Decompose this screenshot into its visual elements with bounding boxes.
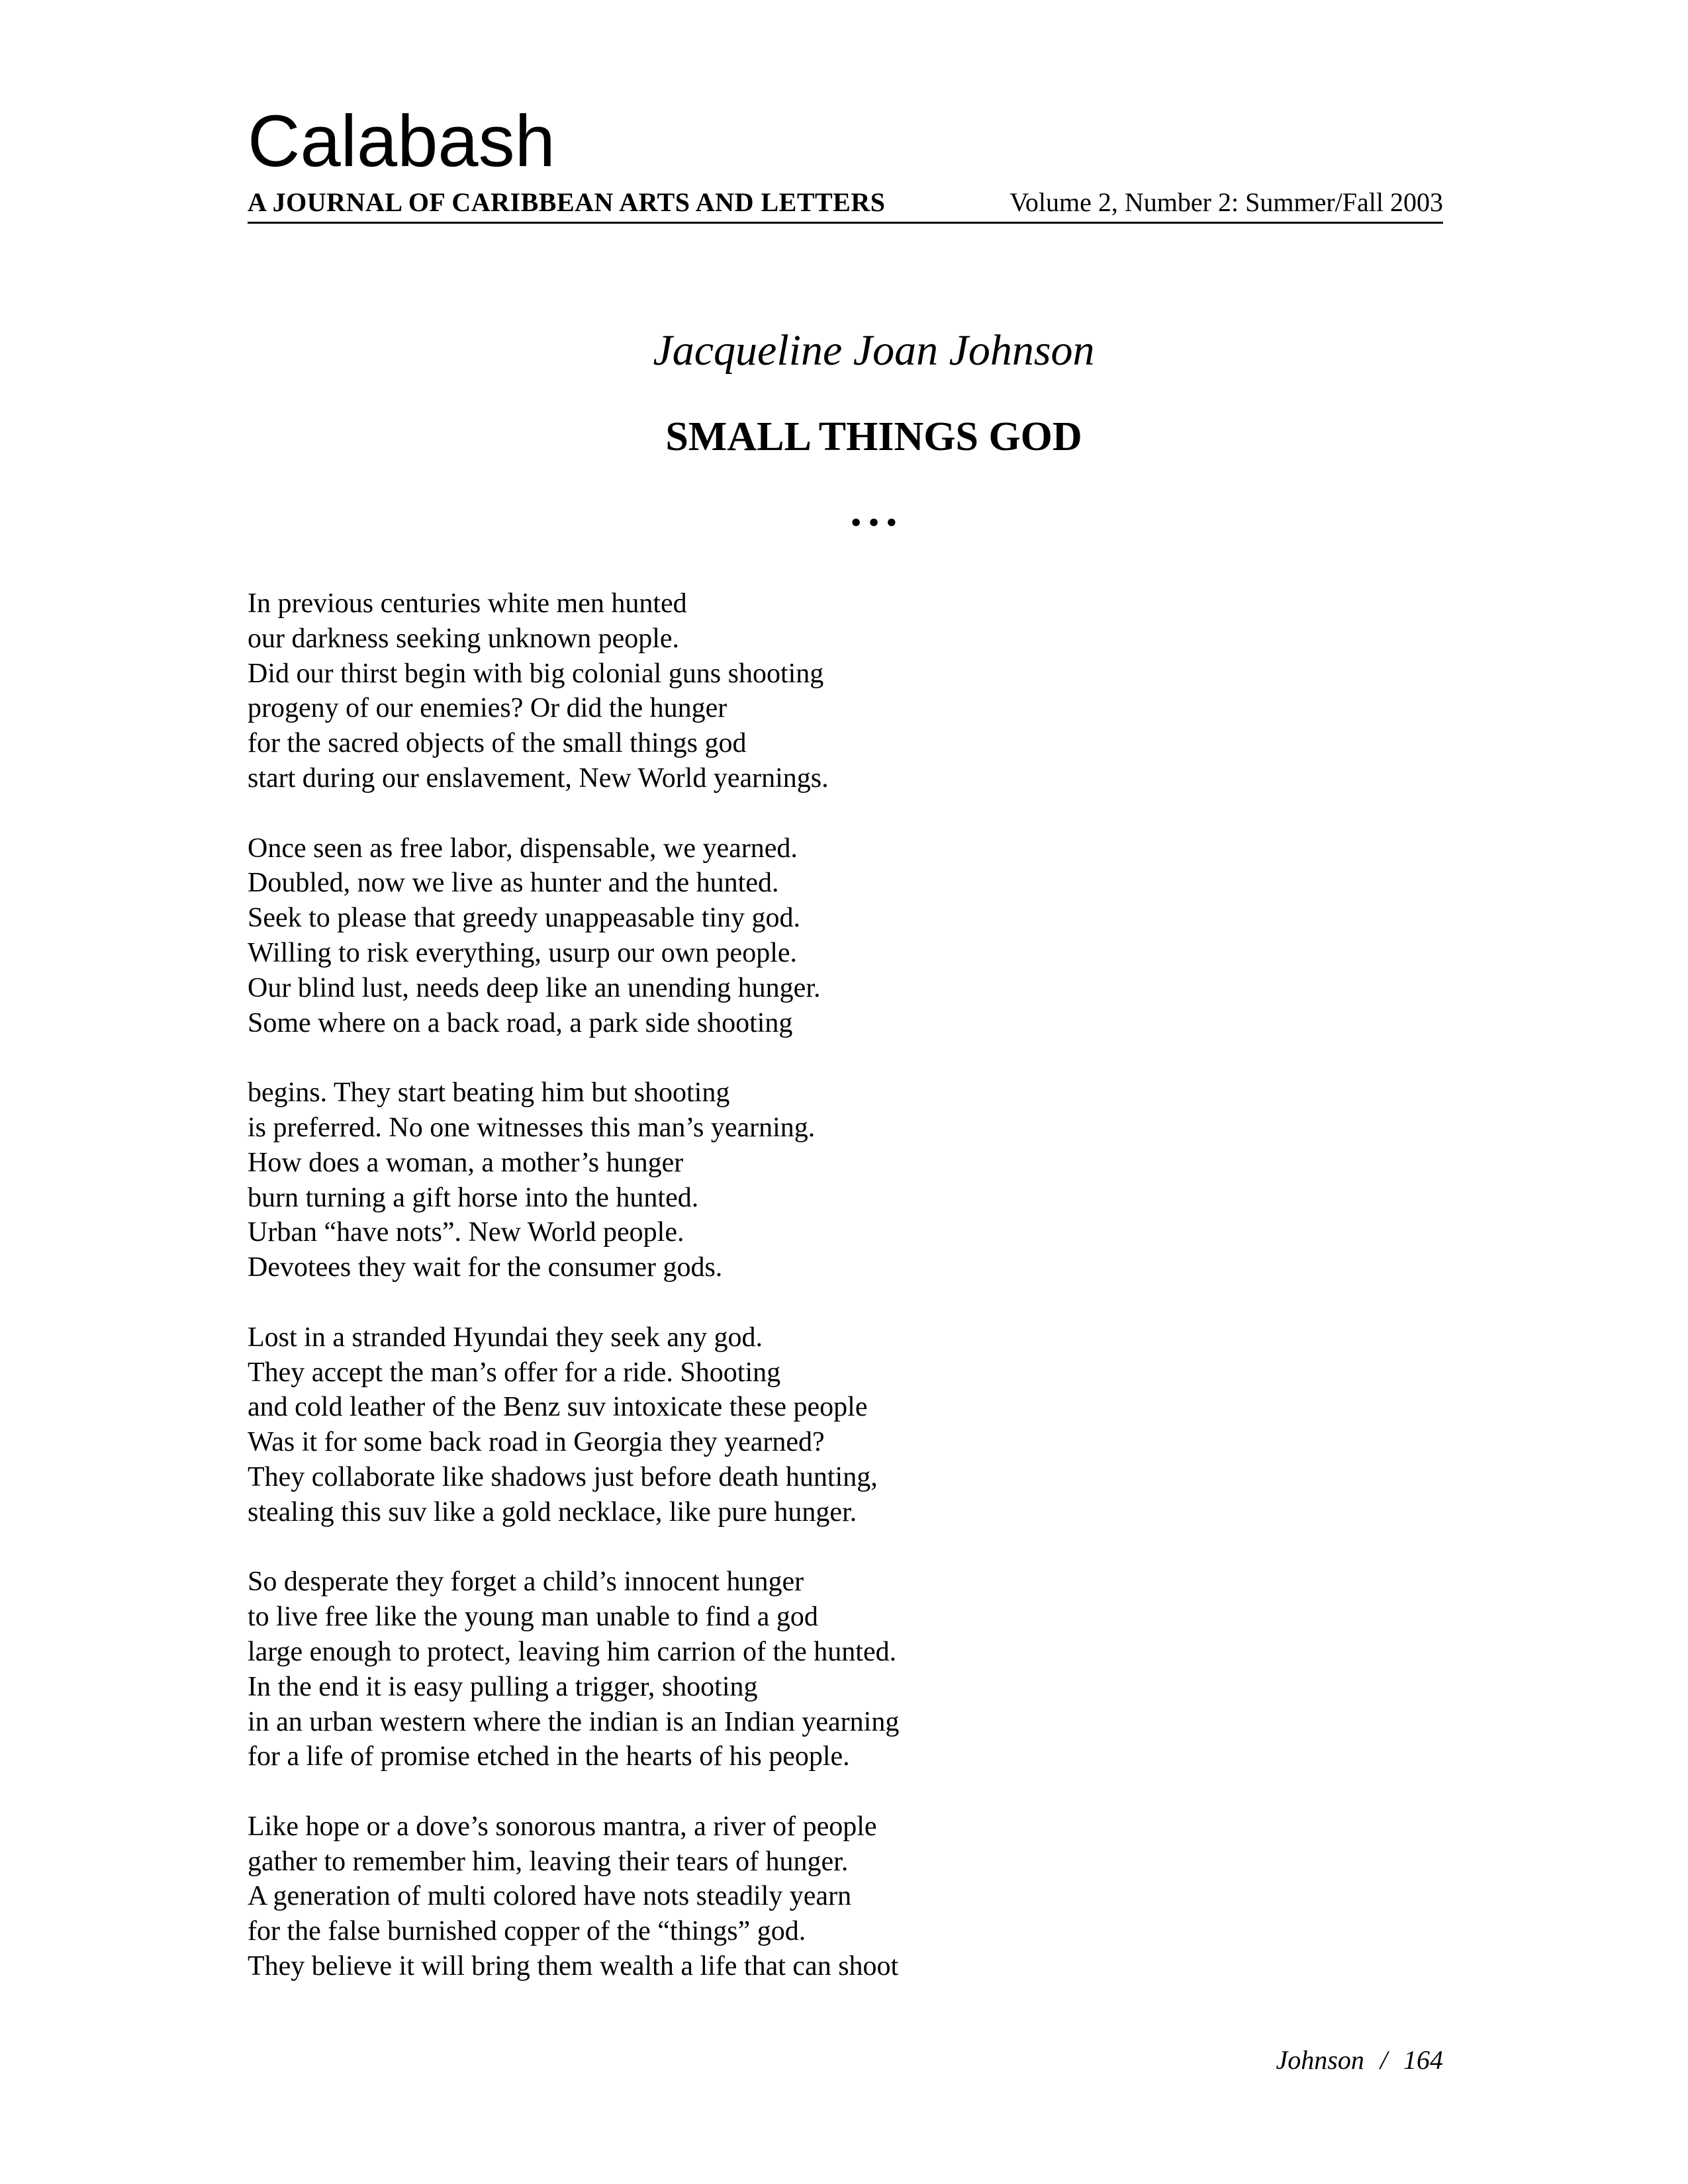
- page-header: [248, 103, 1443, 223]
- poem-line: stealing this suv like a gold necklace, like pure hunger.: [248, 1496, 857, 1527]
- poem-line: Devotees they wait for the consumer gods.: [248, 1252, 723, 1283]
- poem-stanza: [248, 586, 1439, 796]
- poem-line: large enough to protect, leaving him carrion of the hunted.: [248, 1636, 897, 1667]
- poem-body: [248, 586, 1439, 2019]
- poem-line: for the false burnished copper of the “things” god.: [248, 1916, 806, 1947]
- poem-line: to live free like the young man unable to find a god: [248, 1602, 818, 1633]
- footer-author: Johnson: [1276, 2045, 1364, 2075]
- header-subtitle-row: [248, 186, 1443, 223]
- poem-line: Lost in a stranded Hyundai they seek any god.: [248, 1322, 763, 1353]
- poem-line: They accept the man’s offer for a ride. Shooting: [248, 1357, 781, 1388]
- journal-subtitle: A JOURNAL OF CARIBBEAN ARTS AND LETTERS: [248, 187, 886, 217]
- poem-stanza: [248, 1075, 1439, 1285]
- poem-stanza: [248, 1809, 1439, 1984]
- poem-line: Our blind lust, needs deep like an unending hunger.: [248, 972, 821, 1003]
- section-ornament: •••: [850, 505, 904, 540]
- poem-stanza: [248, 1320, 1439, 1530]
- poem-line: They believe it will bring them wealth a life that can shoot: [248, 1951, 899, 1982]
- poem-line: in an urban western where the indian is an Indian yearning: [248, 1706, 900, 1737]
- poem-line: Like hope or a dove’s sonorous mantra, a river of people: [248, 1811, 877, 1842]
- page-number: 164: [1403, 2045, 1443, 2075]
- poem-line: They collaborate like shadows just before death hunting,: [248, 1461, 878, 1492]
- poem-line: start during our enslavement, New World yearnings.: [248, 762, 829, 794]
- poem-line: So desperate they forget a child’s innocent hunger: [248, 1567, 804, 1598]
- poem-line: Doubled, now we live as hunter and the hunted.: [248, 868, 779, 899]
- poem-line: for the sacred objects of the small things god: [248, 728, 747, 759]
- footer-separator: /: [1380, 2045, 1387, 2075]
- poem-line: Urban “have nots”. New World people.: [248, 1217, 684, 1248]
- poem-line: In the end it is easy pulling a trigger, shooting: [248, 1671, 758, 1702]
- poem-line: our darkness seeking unknown people.: [248, 623, 680, 654]
- poem-line: A generation of multi colored have nots steadily yearn: [248, 1881, 852, 1912]
- poem-line: begins. They start beating him but shooting: [248, 1077, 730, 1109]
- poem-title: SMALL THINGS GOD: [665, 414, 1082, 459]
- author-name: Jacqueline Joan Johnson: [653, 326, 1095, 375]
- poem-line: How does a woman, a mother’s hunger: [248, 1147, 684, 1178]
- volume-info: Volume 2, Number 2: Summer/Fall 2003: [1009, 187, 1443, 217]
- poem-line: and cold leather of the Benz suv intoxicate these people: [248, 1392, 868, 1423]
- poem-line: burn turning a gift horse into the hunted.: [248, 1182, 699, 1213]
- header-divider: [248, 222, 1443, 224]
- poem-line: Willing to risk everything, usurp our own people.: [248, 937, 798, 968]
- poem-line: Some where on a back road, a park side shooting: [248, 1007, 793, 1038]
- poem-line: Was it for some back road in Georgia they yearned?: [248, 1427, 825, 1458]
- poem-line: In previous centuries white men hunted: [248, 588, 687, 619]
- poem-line: gather to remember him, leaving their tears of hunger.: [248, 1846, 849, 1877]
- poem-line: Did our thirst begin with big colonial guns shooting: [248, 658, 824, 689]
- poem-line: Once seen as free labor, dispensable, we yearned.: [248, 833, 798, 864]
- poem-line: is preferred. No one witnesses this man’s yearning.: [248, 1112, 816, 1143]
- poem-stanza: [248, 831, 1439, 1041]
- poem-line: progeny of our enemies? Or did the hunger: [248, 693, 727, 724]
- page-footer: [1276, 2044, 1443, 2077]
- poem-line: Seek to please that greedy unappeasable tiny god.: [248, 903, 801, 934]
- journal-title: Calabash: [248, 101, 555, 182]
- poem-stanza: [248, 1565, 1439, 1774]
- poem-line: for a life of promise etched in the hearts of his people.: [248, 1741, 850, 1772]
